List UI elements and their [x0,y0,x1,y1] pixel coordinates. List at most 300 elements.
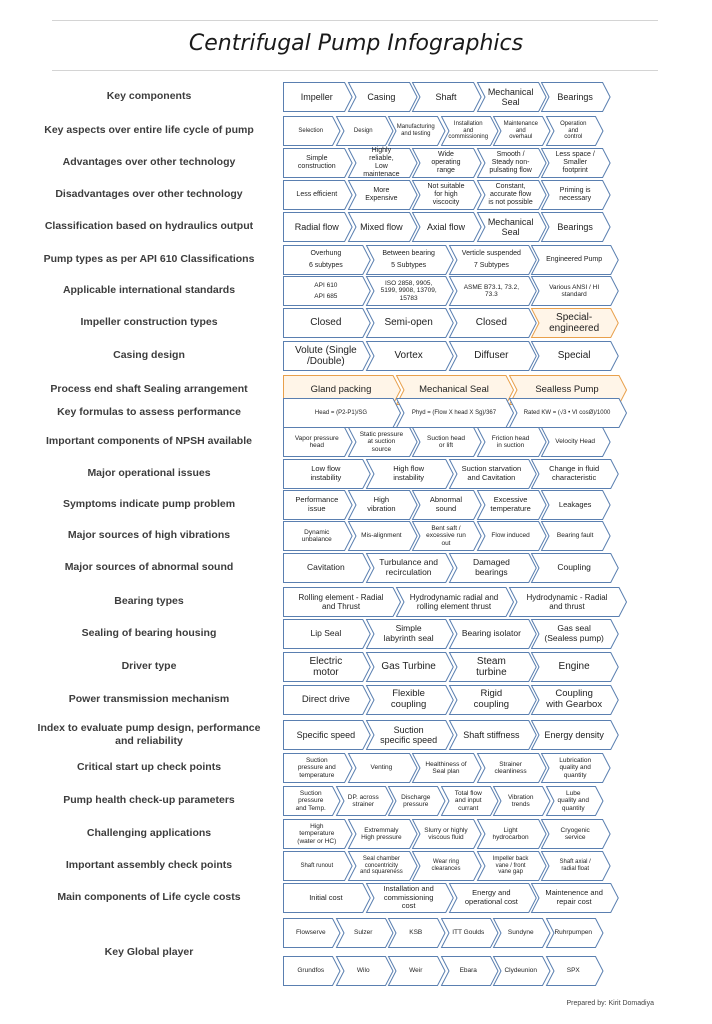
chevron-cell [366,619,454,649]
chevron-cell [477,212,547,242]
chevron-cell [477,427,547,457]
chevron-cell [366,276,454,306]
chevron-cell [449,245,537,275]
cell-text [304,410,380,417]
cell-text: Simple labyrinth seal [383,623,434,643]
chevron-cell [366,685,454,715]
cell-text: SPX [566,967,580,975]
cell-text: Turbulance and recirculation [379,557,438,577]
cell-text: More Expensive [365,186,398,202]
cell-text: Grundfos [297,967,325,975]
cell-text: Weir [409,967,423,975]
cell-text: Low flow instability [310,464,342,482]
chevron-row [283,652,643,682]
cell-text: Electric motor [309,655,343,678]
cell-main-text: Between bearing [382,249,435,257]
cell-sub-text: 7 Subtypes [473,262,509,269]
cell-text: Gland packing [310,383,372,395]
chevron-cell [531,685,619,715]
cell-text: Mechanical Seal [487,86,534,107]
cell-text: Special- engineered [549,311,600,334]
row-label: Classification based on hydraulics output [44,220,254,233]
chevron-cell [336,786,394,816]
chevron-cell [388,956,446,986]
chevron-cell [449,619,537,649]
cell-text: Vibration trends [507,793,534,808]
cell-main-text: Rated KW = (√3 • VI cosØ)/1000 [523,409,611,416]
cell-main-text: Phyd = (Flow X head X Sg)/367 [411,409,497,416]
chevron-cell [283,490,353,520]
chevron-cell [449,720,537,750]
chevron-cell [283,553,371,583]
cell-main-text: Overhung [310,249,342,257]
chevron-cell [366,459,454,489]
cell-sub-text: 6 subtypes [308,262,343,269]
cell-main-text: ISO 2858, 9905, 5199, 9908, 13709, 15783 [380,279,437,302]
chevron-cell [348,82,418,112]
row-label: Important assembly check points [65,859,233,872]
chevron-cell [509,398,627,428]
chevron-cell [283,587,401,617]
chevron-cell [366,341,454,371]
chevron-cell [283,685,371,715]
chevron-cell [366,652,454,682]
chevron-cell [283,82,353,112]
chevron-cell [283,148,353,178]
cell-text: Mechanical Seal [487,216,534,237]
row-label: Casing design [113,349,185,362]
cell-text: Installation and commissioning [448,120,489,141]
chevron-cell [283,427,353,457]
cell-text: Closed [475,317,507,329]
cell-text: Velocity Head [555,438,596,446]
chevron-cell [493,786,551,816]
chevron-cell [283,398,401,428]
chevron-cell [541,521,611,551]
cell-text: Impeller [300,91,333,102]
cell-text [513,410,624,417]
cell-text: Mis-alignment [361,532,402,540]
cell-text: Engine [558,661,590,673]
cell-text: Seal chamber concentricity and squareness [360,855,403,876]
cell-text: Shaft stiffness [463,729,520,740]
cell-text: Selection [298,127,324,134]
chevron-cell [541,427,611,457]
chevron-row [283,819,643,849]
cell-text: Discharge pressure [401,793,431,808]
row-label: Applicable international standards [62,284,236,297]
chevron-cell [441,116,499,146]
cell-text: Wear ring clearances [431,859,461,872]
cell-text: Lube quality and quantity [557,789,589,812]
cell-text: ITT Goulds [452,929,485,937]
cell-text: Energy and operational cost [464,888,518,906]
cell-text: Lubrication quality and quantity [559,756,592,779]
chevron-cell [283,212,353,242]
cell-text: Cryogenic service [560,826,590,841]
chevron-cell [531,652,619,682]
cell-text: Closed [310,317,342,329]
chevron-cell [441,918,499,948]
cell-text: Operation and control [560,120,587,141]
chevron-cell [348,180,418,210]
cell-text [303,282,350,301]
cell-text: Shaft runout [300,862,334,869]
row-label: Critical start up check points [76,761,222,774]
chevron-cell [388,786,446,816]
cell-text: Initial cost [309,892,343,902]
cell-text: High vibration [367,495,396,513]
chevron-row [283,459,643,489]
chevron-cell [283,521,353,551]
cell-text: Hydrodynamic radial and rolling element thrust [409,592,499,611]
chevron-cell [449,341,537,371]
cell-text: Simple construction [297,154,336,170]
cell-text: Shaft axial / radial float [559,859,591,872]
cell-text: Abnormal sound [429,495,463,513]
cell-main-text: Head = (P2-P1)/SG [314,409,368,416]
chevron-cell [412,427,482,457]
cell-text: Lip Seal [310,628,342,639]
cell-text: Gas Turbine [381,661,436,673]
cell-text: Static pressure at suction source [359,430,404,453]
chevron-cell [546,918,604,948]
row-label: Key aspects over entire life cycle of pump [44,124,254,137]
chevron-cell [336,116,394,146]
chevron-cell [477,819,547,849]
cell-text [371,250,448,270]
cell-text: Extremmaly High pressure [361,826,402,841]
cell-text: Performance issue [295,495,339,513]
chevron-cell [283,116,341,146]
chevron-cell [412,819,482,849]
chevron-row [283,619,643,649]
chevron-cell [283,883,371,913]
cell-text: Clydeunion [504,967,538,975]
chevron-cell [541,212,611,242]
cell-text: Excessive temperature [490,495,531,513]
row-label: Major sources of high vibrations [67,529,231,542]
chevron-cell [531,553,619,583]
page-title: Centrifugal Pump Infographics [188,31,524,56]
cell-text: Sulzer [354,929,373,937]
cell-text: Flow induced [491,532,530,540]
row-label: Disadvantages over other technology [55,188,243,201]
cell-text: Direct drive [301,693,350,705]
chevron-cell [531,245,619,275]
cell-text: KSB [409,929,423,937]
chevron-cell [348,490,418,520]
cell-text: Ebara [459,967,477,975]
chevron-cell [412,180,482,210]
chevron-row [283,398,643,428]
chevron-row [283,753,643,783]
cell-text: Priming is necessary [559,186,592,202]
cell-text: Suction pressure and Temp. [295,789,326,812]
chevron-cell [546,956,604,986]
row-label: Key formulas to assess performance [57,406,241,419]
chevron-cell [531,276,619,306]
chevron-cell [283,245,371,275]
chevron-cell [541,851,611,881]
cell-main-text: ASME B73.1, 73.2, 73.3 [463,283,520,298]
cell-text: Vortex [394,350,423,362]
chevron-row [283,587,643,617]
row-label: Major sources of abnormal sound [64,561,234,574]
cell-text: Rolling element - Radial and Thrust [298,592,384,611]
cell-text: Bearing isolator [461,628,521,639]
row-label: Challenging applications [86,827,212,840]
chevron-cell [366,553,454,583]
cell-text: Manufacturing and testing [396,124,435,137]
chevron-cell [283,308,371,338]
chevron-cell [366,245,454,275]
cell-text: Sealless Pump [535,383,599,395]
chevron-cell [531,619,619,649]
cell-text: Ruhrpumpen [554,929,593,937]
cell-text: Suction pressure and temperature [297,756,336,779]
chevron-cell [412,82,482,112]
chevron-cell [546,786,604,816]
chevron-cell [449,652,537,682]
credit-text: Prepared by: Kirit Domadiya [566,1000,654,1007]
chevron-cell [441,786,499,816]
chevron-cell [412,521,482,551]
chevron-cell [283,956,341,986]
chevron-cell [283,918,341,948]
cell-text [370,280,450,302]
chevron-row [283,148,643,178]
row-label: Impeller construction types [80,316,218,329]
row-label: Main components of Life cycle costs [57,891,241,904]
cell-text: Suction head or lift [427,434,465,449]
cell-text: Cavitation [306,562,345,573]
chevron-cell [493,918,551,948]
row-label: Major operational issues [87,467,211,480]
cell-sub-text: API 685 [314,293,338,300]
chevron-cell [541,490,611,520]
chevron-cell [493,956,551,986]
cell-text: Not suitable for high viscocity [427,182,465,207]
chevron-row [283,82,643,112]
chevron-row [283,685,643,715]
cell-text: Impeller back vane / front vane gap [492,855,529,876]
cell-text: Highly reliable, Low maintenace [363,146,400,179]
cell-text: Suction specific speed [380,724,438,745]
chevron-cell [396,398,514,428]
chevron-cell [531,459,619,489]
chevron-cell [388,918,446,948]
chevron-row [283,116,643,146]
cell-text: Less space / Smaller footprint [555,150,595,175]
cell-sub-text: 5 Subtypes [391,262,427,269]
cell-text: Maintenance and overhaul [503,120,538,141]
cell-text: Bent saft / excessive run out [426,524,466,547]
chevron-row [283,341,643,371]
chevron-cell [449,553,537,583]
chevron-cell [348,427,418,457]
chevron-cell [348,753,418,783]
row-label: Process end shaft Sealing arrangement [50,383,248,396]
cell-text: Smooth / Steady non- pulsating flow [489,150,532,175]
chevron-cell [449,308,537,338]
cell-text: Diffuser [474,350,509,362]
chevron-cell [336,956,394,986]
chevron-cell [449,883,537,913]
chevron-cell [541,753,611,783]
cell-text: High flow instability [393,464,425,482]
cell-text: Wide operating range [431,150,461,175]
row-label: Sealing of bearing housing [81,627,217,640]
cell-text: Sundyne [507,929,534,937]
chevron-cell [412,851,482,881]
chevron-cell [283,276,371,306]
chevron-cell [449,685,537,715]
chevron-row [283,212,643,242]
cell-text: Hydrodynamic - Radial and thrust [526,592,608,611]
chevron-row [283,245,643,275]
cell-text: Casing [367,91,396,102]
row-label: Key components [106,90,192,103]
chevron-cell [477,521,547,551]
cell-text: Radial flow [294,221,339,232]
cell-text: Coupling with Gearbox [546,688,603,710]
cell-text: Wilo [356,967,370,975]
chevron-cell [449,276,537,306]
chevron-cell [348,819,418,849]
chevron-cell [283,720,371,750]
cell-text [451,250,534,270]
cell-text [538,284,612,299]
chevron-cell [283,459,371,489]
chevron-cell [283,786,341,816]
chevron-cell [531,883,619,913]
chevron-cell [348,851,418,881]
chevron-cell [546,116,604,146]
cell-text [401,410,509,417]
chevron-cell [541,82,611,112]
chevron-cell [477,180,547,210]
chevron-row [283,786,643,816]
row-label: Symptoms indicate pump problem [62,498,236,511]
cell-text: Axial flow [426,221,465,232]
row-label: Pump health check-up parameters [63,794,235,807]
cell-text: Leakages [558,499,592,509]
cell-text [535,256,615,264]
cell-text: Light hydrocarbon [492,826,529,841]
chevron-cell [336,918,394,948]
cell-text: Total flow and input currant [454,789,482,812]
cell-main-text: API 610 [314,281,338,289]
cell-text: Steam turbine [476,655,507,678]
chevron-cell [283,819,353,849]
cell-text: Rigid coupling [473,688,510,710]
chevron-cell [348,521,418,551]
chevron-row [283,521,643,551]
cell-text: Mixed flow [360,221,403,232]
chevron-cell [477,490,547,520]
row-label: Driver type [121,660,177,673]
chevron-cell [412,490,482,520]
row-label: Pump types as per API 610 Classifications [43,253,255,266]
chevron-cell [283,851,353,881]
chevron-cell [531,341,619,371]
cell-text: Flowserve [295,929,326,937]
chevron-cell [412,212,482,242]
row-label: Key Global player [104,946,194,959]
cell-text: Maintenence and repair cost [545,888,603,906]
cell-text: Coupling [557,562,591,573]
cell-text: DP. across strainer [347,793,379,808]
cell-main-text: Verticle suspended [461,249,521,257]
row-label: Advantages over other technology [62,156,236,169]
cell-text: Healthiness of Seal plan [425,760,467,775]
cell-text: Friction head in suction [491,434,530,449]
cell-text: Special [557,350,591,362]
cell-text: Bearings [557,221,593,232]
chevron-cell [449,459,537,489]
cell-text: Constant, accurate flow is not possible [488,182,533,207]
chevron-cell [477,851,547,881]
chevron-cell [348,148,418,178]
chevron-cell [366,720,454,750]
chevron-cell [441,956,499,986]
chevron-cell [283,341,371,371]
chevron-cell [366,308,454,338]
chevron-cell [348,212,418,242]
chevron-cell [283,619,371,649]
chevron-row [283,851,643,881]
cell-text: High temperature (water or HC) [297,822,337,845]
chevron-cell [541,148,611,178]
chevron-row [283,276,643,306]
cell-text: Damaged bearings [472,557,510,577]
chevron-row [283,956,643,986]
cell-text: Dynamic unbalance [301,528,332,543]
cell-text [298,250,356,270]
chevron-cell [477,148,547,178]
cell-text: Mechanical Seal [419,383,489,395]
row-label: Power transmission mechanism [68,693,230,706]
cell-text: Gas seal (Sealess pump) [544,623,604,643]
chevron-cell [541,819,611,849]
chevron-cell [509,587,627,617]
chevron-cell [412,148,482,178]
cell-text: Installation and commissioning cost [383,884,434,911]
cell-text: Bearing fault [556,532,594,540]
cell-main-text: Engineered Pump [546,255,603,263]
chevron-cell [366,883,454,913]
chevron-row [283,427,643,457]
cell-text: Bearings [557,91,593,102]
row-label: Index to evaluate pump design, performance and reliability [37,721,261,747]
chevron-cell [283,652,371,682]
chevron-cell [493,116,551,146]
chevron-row [283,918,643,948]
cell-text: Specific speed [296,729,356,740]
chevron-cell [412,753,482,783]
chevron-cell [283,753,353,783]
chevron-row [283,720,643,750]
cell-text [453,284,532,299]
cell-text: Semi-open [384,317,433,329]
chevron-cell [283,180,353,210]
chevron-row [283,553,643,583]
chevron-row [283,180,643,210]
cell-text: Shaft [435,91,457,102]
chevron-cell [396,587,514,617]
chevron-row [283,308,643,338]
